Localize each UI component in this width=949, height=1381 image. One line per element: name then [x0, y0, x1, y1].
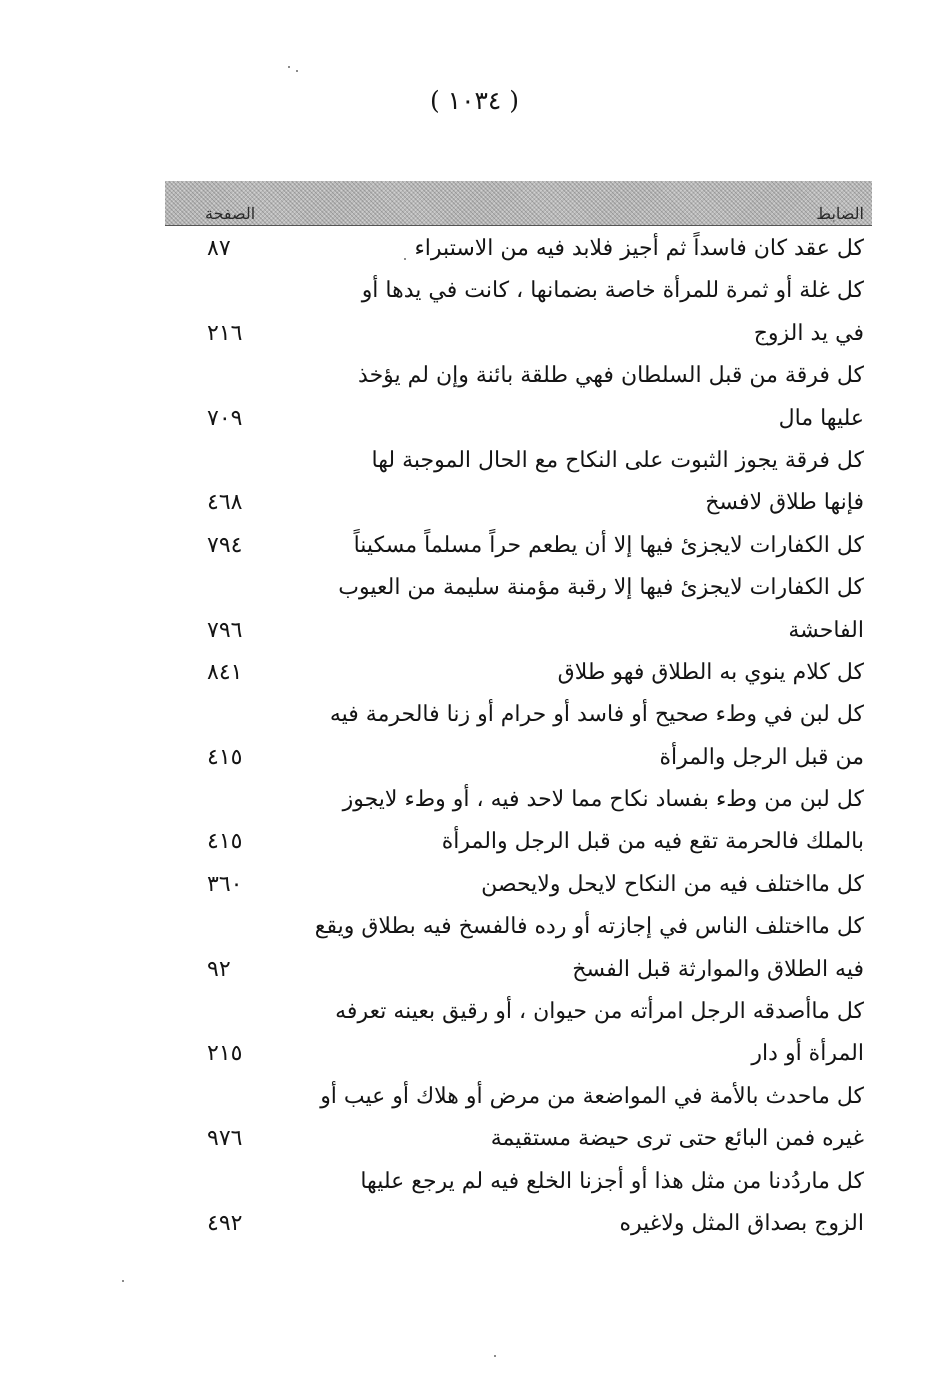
page-number: ( ١٠٣٤ ): [429, 86, 520, 115]
page-ref: ٤١٥: [207, 744, 243, 770]
rule-text: الفاحشة: [788, 617, 864, 643]
index-line: [165, 1033, 872, 1075]
index-line: [165, 482, 872, 524]
rule-text: كل عقد كان فاسداً ثم أجيز فلابد فيه من الاستبراء: [414, 236, 864, 261]
page-ref: ٩٢: [207, 956, 231, 982]
rule-text: الزوج بصداق المثل ولاغيره: [619, 1210, 864, 1236]
rule-text: كل غلة أو ثمرة للمرأة خاصة بضمانها ، كانت في يدها أو: [361, 278, 864, 304]
index-line: [165, 567, 872, 609]
page-ref: ٣٦٠: [207, 871, 243, 897]
scan-speck: [288, 66, 290, 68]
rule-text: فيه الطلاق والموارثة قبل الفسخ: [572, 956, 864, 982]
index-line: [165, 821, 872, 863]
index-line: [165, 694, 872, 736]
rule-text: كل مااختلف الناس في إجازته أو رده فالفسخ فيه بطلاق ويقع: [314, 914, 864, 940]
rule-text: بالملك فالحرمة تقع فيه من قبل الرجل والمرأة: [441, 829, 864, 855]
index-line: [165, 525, 872, 567]
page-ref: ٢١٦: [207, 320, 243, 346]
page-ref: ٧٠٩: [207, 405, 243, 431]
scan-speck: [296, 70, 298, 72]
rule-text: كل ماردُدنا من مثل هذا أو أجزنا الخلع فيه لم يرجع عليها: [360, 1168, 864, 1194]
index-line: [165, 355, 872, 397]
rule-text: في يد الزوج: [753, 320, 864, 346]
table-header-band: [165, 181, 872, 226]
index-line: [165, 610, 872, 652]
index-line: [165, 398, 872, 440]
rule-text: كل كلام ينوي به الطلاق فهو طلاق: [557, 659, 864, 685]
rule-text: كل ماأصدقه الرجل امرأته من حيوان ، أو رقيق بعينه تعرفه: [335, 999, 864, 1025]
rule-text: كل فرقة يجوز الثبوت على النكاح مع الحال الموجبة لها: [371, 447, 864, 473]
page-ref: ٨٧: [207, 236, 231, 261]
page-ref: ٤٩٢: [207, 1210, 243, 1236]
page-ref: ٧٩٦: [207, 617, 243, 643]
index-line: [165, 652, 872, 694]
rule-text: فإنها طلاق لافسخ: [705, 490, 864, 516]
rule-text: كل لبن من وطء بفساد نكاح مما لاحد فيه ، أو وطء لايجوز: [342, 787, 864, 813]
rule-text: كل الكفارات لايجزئ فيها إلا أن يطعم حراً مسلماً مسكيناً: [353, 532, 864, 558]
rule-text: غيره فمن البائع حتى ترى حيضة مستقيمة: [490, 1126, 864, 1152]
index-entries: [165, 228, 872, 1245]
index-line: [165, 440, 872, 482]
index-line: [165, 737, 872, 779]
scan-speck: [494, 1355, 496, 1357]
header-page-label: الصفحة: [205, 204, 256, 223]
index-line: [165, 949, 872, 991]
page-ref: ٤١٥: [207, 829, 243, 855]
rule-text: كل مااختلف فيه من النكاح لايحل ولايحصن: [481, 871, 864, 897]
page-ref: ٤٦٨: [207, 490, 243, 516]
rule-text: عليها مال: [778, 405, 864, 431]
index-line: [165, 1161, 872, 1203]
index-line: [165, 779, 872, 821]
index-line: [165, 864, 872, 906]
index-line: [165, 313, 872, 355]
index-line: [165, 991, 872, 1033]
index-line: [165, 906, 872, 948]
page-ref: ٩٧٦: [207, 1126, 243, 1152]
index-line: [165, 228, 872, 270]
index-line: [165, 1076, 872, 1118]
rule-text: كل الكفارات لايجزئ فيها إلا رقبة مؤمنة سليمة من العيوب: [338, 575, 864, 601]
rule-text: كل فرقة من قبل السلطان فهي طلقة بائنة وإن لم يؤخذ: [358, 363, 864, 389]
rule-text: المرأة أو دار: [751, 1041, 864, 1067]
page-ref: ٨٤١: [207, 659, 243, 685]
index-line: [165, 1203, 872, 1245]
rule-text: كل ماحدث بالأمة في المواضعة من مرض أو هلاك أو عيب أو: [320, 1083, 864, 1109]
index-line: [165, 1118, 872, 1160]
page-ref: ٢١٥: [207, 1041, 243, 1067]
rule-text: كل لبن في وطء صحيح أو فاسد أو حرام أو زنا فالحرمة فيه: [329, 702, 864, 728]
page-ref: ٧٩٤: [207, 532, 243, 558]
index-line: [165, 270, 872, 312]
header-rule-label: الضابط: [816, 204, 864, 223]
scan-speck: [122, 1280, 124, 1282]
rule-text: من قبل الرجل والمرأة: [659, 744, 864, 770]
